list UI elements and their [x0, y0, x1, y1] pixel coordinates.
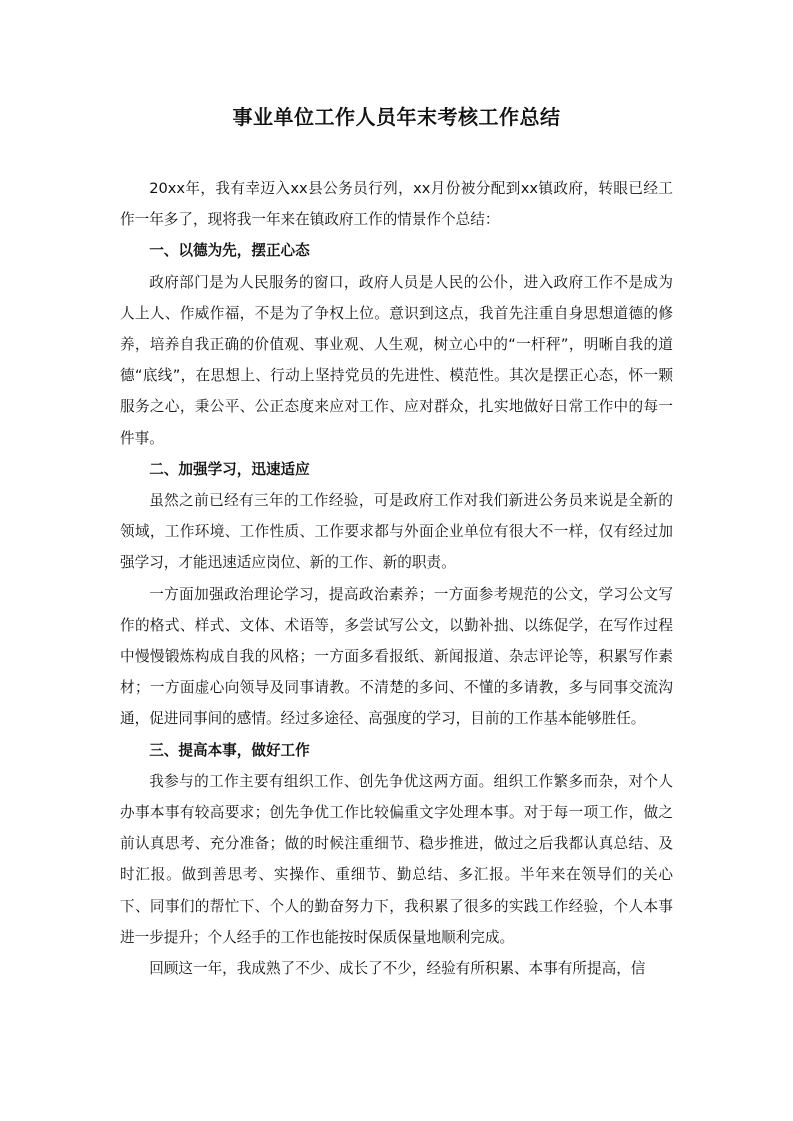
section-2-paragraph-2: 一方面加强政治理论学习，提高政治素养；一方面参考规范的公文，学习公文写作的格式、样式、文体、术语等，多尝试写公文，以勤补拙、以练促学，在写作过程中慢慢锻炼构成自我的风格；一方面多看报纸、新闻报道、杂志评论等，积累写作素材；一方面虚心向领导及同事请教。不清楚的多问、不懂的多请教，多与同事交流沟通，促进同事间的感情。经过多途径、高强度的学习，目前的工作基本能够胜任。: [120, 585, 673, 728]
closing-paragraph: 回顾这一年，我成熟了不少、成长了不少，经验有所积累、本事有所提高，信: [149, 960, 646, 978]
section-heading-3: 三、提高本事，做好工作: [149, 741, 310, 759]
intro-paragraph: 20xx年，我有幸迈入xx县公务员行列，xx月份被分配到xx镇政府，转眼已经工作一年多了，现将我一年来在镇政府工作的情景作个总结：: [120, 180, 673, 229]
section-heading-2: 二、加强学习，迅速适应: [149, 460, 310, 478]
section-3-paragraph: 我参与的工作主要有组织工作、创先争优这两方面。组织工作繁多而杂，对个人办事本事有较高要求；创先争优工作比较偏重文字处理本事。对于每一项工作，做之前认真思考、充分准备；做的时候注重细节、稳步推进，做过之后我都认真总结、及时汇报。做到善思考、实操作、重细节、勤总结、多汇报。半年来在领导们的关心下、同事们的帮忙下、个人的勤奋努力下，我积累了很多的实践工作经验，个人本事进一步提升；个人经手的工作也能按时保质保量地顺利完成。: [120, 772, 673, 946]
section-heading-1: 一、以德为先，摆正心态: [149, 242, 310, 260]
section-2-paragraph-1: 虽然之前已经有三年的工作经验，可是政府工作对我们新进公务员来说是全新的领域，工作环境、工作性质、工作要求都与外面企业单位有很大不一样，仅有经过加强学习，才能迅速适应岗位、新的工作、新的职责。: [120, 492, 673, 572]
document-title: 事业单位工作人员年末考核工作总结: [232, 105, 561, 129]
document-body: [120, 173, 673, 984]
section-1-paragraph: 政府部门是为人民服务的窗口，政府人员是人民的公仆，进入政府工作不是成为人上人、作威作福，不是为了争权上位。意识到这点，我首先注重自身思想道德的修养，培养自我正确的价值观、事业观、人生观，树立心中的“一杆秤”，明晰自我的道德“底线”，在思想上、行动上坚持党员的先进性、模范性。其次是摆正心态，怀一颗服务之心，秉公平、公正态度来应对工作、应对群众，扎实地做好日常工作中的每一件事。: [120, 273, 673, 447]
